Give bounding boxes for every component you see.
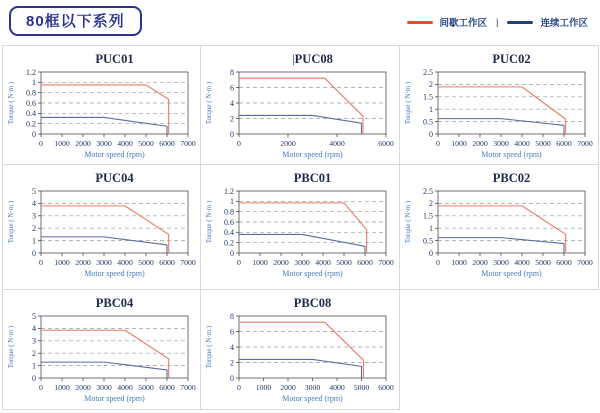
y-tick-label: 8	[230, 311, 234, 321]
intermittent-curve	[438, 87, 566, 134]
y-tick-label: 5	[32, 186, 36, 196]
y-tick-label: 4	[32, 324, 36, 334]
intermittent-curve	[438, 206, 566, 253]
x-tick-label: 3000	[96, 258, 112, 267]
x-tick-label: 5000	[535, 258, 551, 267]
empty-cell	[400, 290, 599, 410]
chart-cell	[400, 165, 599, 290]
y-tick-label: 0.6	[224, 217, 234, 227]
y-tick-label: 0.2	[26, 119, 36, 129]
x-tick-label: 4000	[514, 258, 530, 267]
x-tick-label: 5000	[336, 258, 352, 267]
y-axis-label: Torque ( N·m )	[205, 325, 213, 369]
continuous-curve	[239, 115, 362, 134]
y-tick-label: 1.2	[224, 186, 234, 196]
chart-cell	[201, 46, 400, 165]
legend-intermittent-label: 间歇工作区	[439, 18, 488, 29]
x-tick-label: 5000	[138, 139, 154, 148]
intermittent-curve	[239, 78, 363, 134]
y-tick-label: 2	[32, 349, 36, 358]
x-tick-label: 6000	[159, 139, 175, 148]
y-tick-label: 1	[32, 78, 36, 88]
chart-title: PBC08	[293, 296, 332, 310]
x-axis-label: Motor speed (rpm)	[481, 269, 542, 278]
chart-cell	[3, 46, 201, 165]
chart-title: PBC02	[492, 171, 531, 185]
x-tick-label: 1000	[451, 258, 467, 267]
x-tick-label: 3000	[493, 139, 509, 148]
y-tick-label: 0.8	[224, 207, 234, 217]
y-tick-label: 8	[230, 67, 234, 77]
y-tick-label: 0	[429, 129, 433, 139]
chart-cell	[201, 165, 400, 290]
continuous-curve	[41, 237, 167, 253]
y-tick-label: 6	[230, 83, 234, 93]
intermittent-line-icon	[407, 21, 433, 24]
x-tick-label: 1000	[54, 139, 70, 148]
chart-title: |PUC08	[292, 52, 333, 66]
legend-continuous-label: 连续工作区	[540, 18, 588, 29]
y-tick-label: 1.2	[26, 67, 36, 77]
y-tick-label: 0	[230, 248, 234, 258]
x-tick-label: 6000	[556, 258, 572, 267]
chart-title: PUC04	[95, 171, 134, 185]
page-header	[0, 0, 600, 44]
y-tick-label: 2	[230, 114, 234, 124]
y-tick-label: 0.5	[423, 236, 433, 246]
x-tick-label: 6000	[378, 383, 394, 392]
x-tick-label: 6000	[378, 139, 394, 148]
x-axis-label: Motor speed (rpm)	[84, 269, 145, 278]
chart-title: PUC02	[492, 52, 531, 66]
x-tick-label: 2000	[280, 383, 296, 392]
chart-grid	[2, 45, 599, 410]
chart-PBC01	[201, 167, 399, 281]
series-title-badge: 80框以下系列	[9, 6, 142, 36]
x-tick-label: 3000	[493, 258, 509, 267]
x-tick-label: 0	[237, 258, 241, 267]
y-tick-label: 0	[230, 129, 234, 139]
x-tick-label: 1000	[451, 139, 467, 148]
chart-PBC04	[3, 292, 201, 406]
x-tick-label: 2000	[75, 139, 91, 148]
chart-title: PBC04	[95, 296, 134, 310]
chart-cell	[400, 46, 599, 165]
y-tick-label: 4	[230, 98, 234, 108]
legend	[407, 15, 589, 29]
y-axis-label: Torque ( N·m )	[205, 200, 213, 244]
y-tick-label: 5	[32, 311, 36, 321]
y-tick-label: 3	[32, 336, 36, 346]
continuous-curve	[41, 117, 167, 134]
x-tick-label: 6000	[357, 258, 373, 267]
legend-separator: |	[496, 16, 499, 28]
x-tick-label: 3000	[96, 139, 112, 148]
y-axis-label: Torque ( N·m )	[205, 81, 213, 125]
x-tick-label: 3000	[304, 383, 321, 392]
x-tick-label: 0	[237, 383, 241, 392]
x-tick-label: 4000	[329, 139, 345, 148]
x-tick-label: 0	[39, 258, 43, 267]
y-tick-label: 0	[32, 373, 36, 383]
x-tick-label: 0	[39, 383, 43, 392]
chart-PUC02	[400, 48, 598, 162]
chart-PBC02	[400, 167, 598, 281]
y-axis-label: Torque ( N·m )	[7, 325, 15, 369]
x-tick-label: 1000	[54, 383, 70, 392]
y-tick-label: 0.5	[423, 117, 433, 127]
chart-title: PBC01	[293, 171, 332, 185]
y-tick-label: 1	[230, 197, 234, 207]
x-tick-label: 7000	[180, 383, 196, 392]
continuous-curve	[438, 238, 564, 253]
y-tick-label: 0.4	[26, 109, 36, 119]
continuous-line-icon	[507, 21, 533, 24]
x-tick-label: 2000	[472, 139, 488, 148]
y-tick-label: 4	[32, 199, 36, 209]
y-axis-label: Torque ( N·m )	[7, 81, 15, 125]
intermittent-curve	[239, 322, 363, 378]
x-tick-label: 1000	[54, 258, 70, 267]
y-tick-label: 6	[230, 327, 234, 337]
chart-cell	[201, 290, 400, 410]
x-tick-label: 3000	[294, 258, 310, 267]
y-tick-label: 0	[230, 373, 234, 383]
plot-area	[41, 191, 188, 253]
chart-PUC01	[3, 48, 201, 162]
y-tick-label: 2.5	[423, 67, 433, 77]
x-tick-label: 0	[39, 139, 43, 148]
x-tick-label: 4000	[315, 258, 331, 267]
x-axis-label: Motor speed (rpm)	[84, 150, 145, 159]
y-tick-label: 0	[32, 129, 36, 139]
text-cursor: |	[292, 52, 295, 66]
x-tick-label: 0	[436, 139, 440, 148]
continuous-curve	[41, 362, 167, 378]
x-tick-label: 4000	[514, 139, 530, 148]
continuous-curve	[239, 234, 365, 253]
x-tick-label: 4000	[329, 383, 345, 392]
chart-title: PUC01	[95, 52, 134, 66]
continuous-curve	[239, 359, 362, 378]
y-tick-label: 0	[429, 248, 433, 258]
y-tick-label: 3	[32, 211, 36, 221]
y-axis-label: Torque ( N·m )	[404, 200, 412, 244]
y-tick-label: 1	[32, 361, 36, 371]
y-tick-label: 1.5	[423, 211, 433, 221]
y-tick-label: 1	[32, 236, 36, 246]
x-tick-label: 3000	[96, 383, 112, 392]
x-tick-label: 2000	[273, 258, 289, 267]
x-tick-label: 5000	[138, 383, 154, 392]
y-tick-label: 1	[429, 105, 433, 114]
x-tick-label: 2000	[75, 258, 91, 267]
x-tick-label: 4000	[117, 258, 133, 267]
x-tick-label: 6000	[159, 258, 175, 267]
x-tick-label: 1000	[255, 383, 272, 392]
y-tick-label: 4	[230, 342, 234, 352]
x-tick-label: 2000	[75, 383, 91, 392]
intermittent-curve	[239, 203, 367, 253]
intermittent-curve	[41, 206, 169, 253]
x-tick-label: 6000	[159, 383, 175, 392]
y-tick-label: 0.4	[224, 228, 234, 238]
x-tick-label: 1000	[252, 258, 268, 267]
y-axis-label: Torque ( N·m )	[404, 81, 412, 125]
y-tick-label: 2.5	[423, 186, 433, 196]
x-axis-label: Motor speed (rpm)	[282, 394, 343, 403]
continuous-curve	[438, 119, 564, 134]
x-tick-label: 5000	[138, 258, 154, 267]
y-tick-label: 2	[230, 358, 234, 368]
y-tick-label: 0.6	[26, 98, 36, 108]
x-axis-label: Motor speed (rpm)	[282, 150, 343, 159]
x-tick-label: 2000	[472, 258, 488, 267]
x-tick-label: 7000	[180, 258, 196, 267]
y-tick-label: 0.2	[224, 238, 234, 248]
x-axis-label: Motor speed (rpm)	[282, 269, 343, 278]
x-tick-label: 6000	[556, 139, 572, 148]
chart-cell	[3, 165, 201, 290]
y-tick-label: 0	[32, 248, 36, 258]
x-tick-label: 4000	[117, 139, 133, 148]
y-tick-label: 2	[32, 224, 36, 233]
x-tick-label: 0	[237, 139, 241, 148]
y-tick-label: 1.5	[423, 92, 433, 102]
chart-PUC08	[201, 48, 399, 162]
y-tick-label: 0.8	[26, 88, 36, 98]
x-tick-label: 5000	[353, 383, 370, 392]
x-axis-label: Motor speed (rpm)	[481, 150, 542, 159]
x-tick-label: 0	[436, 258, 440, 267]
x-tick-label: 7000	[577, 258, 593, 267]
x-tick-label: 7000	[180, 139, 196, 148]
intermittent-curve	[41, 85, 169, 134]
chart-PUC04	[3, 167, 201, 281]
x-tick-label: 7000	[378, 258, 394, 267]
y-tick-label: 1	[429, 224, 433, 233]
x-tick-label: 2000	[280, 139, 296, 148]
x-tick-label: 5000	[535, 139, 551, 148]
intermittent-curve	[41, 330, 169, 378]
x-tick-label: 7000	[577, 139, 593, 148]
x-tick-label: 4000	[117, 383, 133, 392]
y-axis-label: Torque ( N·m )	[7, 200, 15, 244]
chart-PBC08	[201, 292, 399, 406]
plot-area	[41, 316, 188, 378]
chart-cell	[3, 290, 201, 410]
y-tick-label: 2	[429, 80, 433, 90]
y-tick-label: 2	[429, 199, 433, 209]
x-axis-label: Motor speed (rpm)	[84, 394, 145, 403]
